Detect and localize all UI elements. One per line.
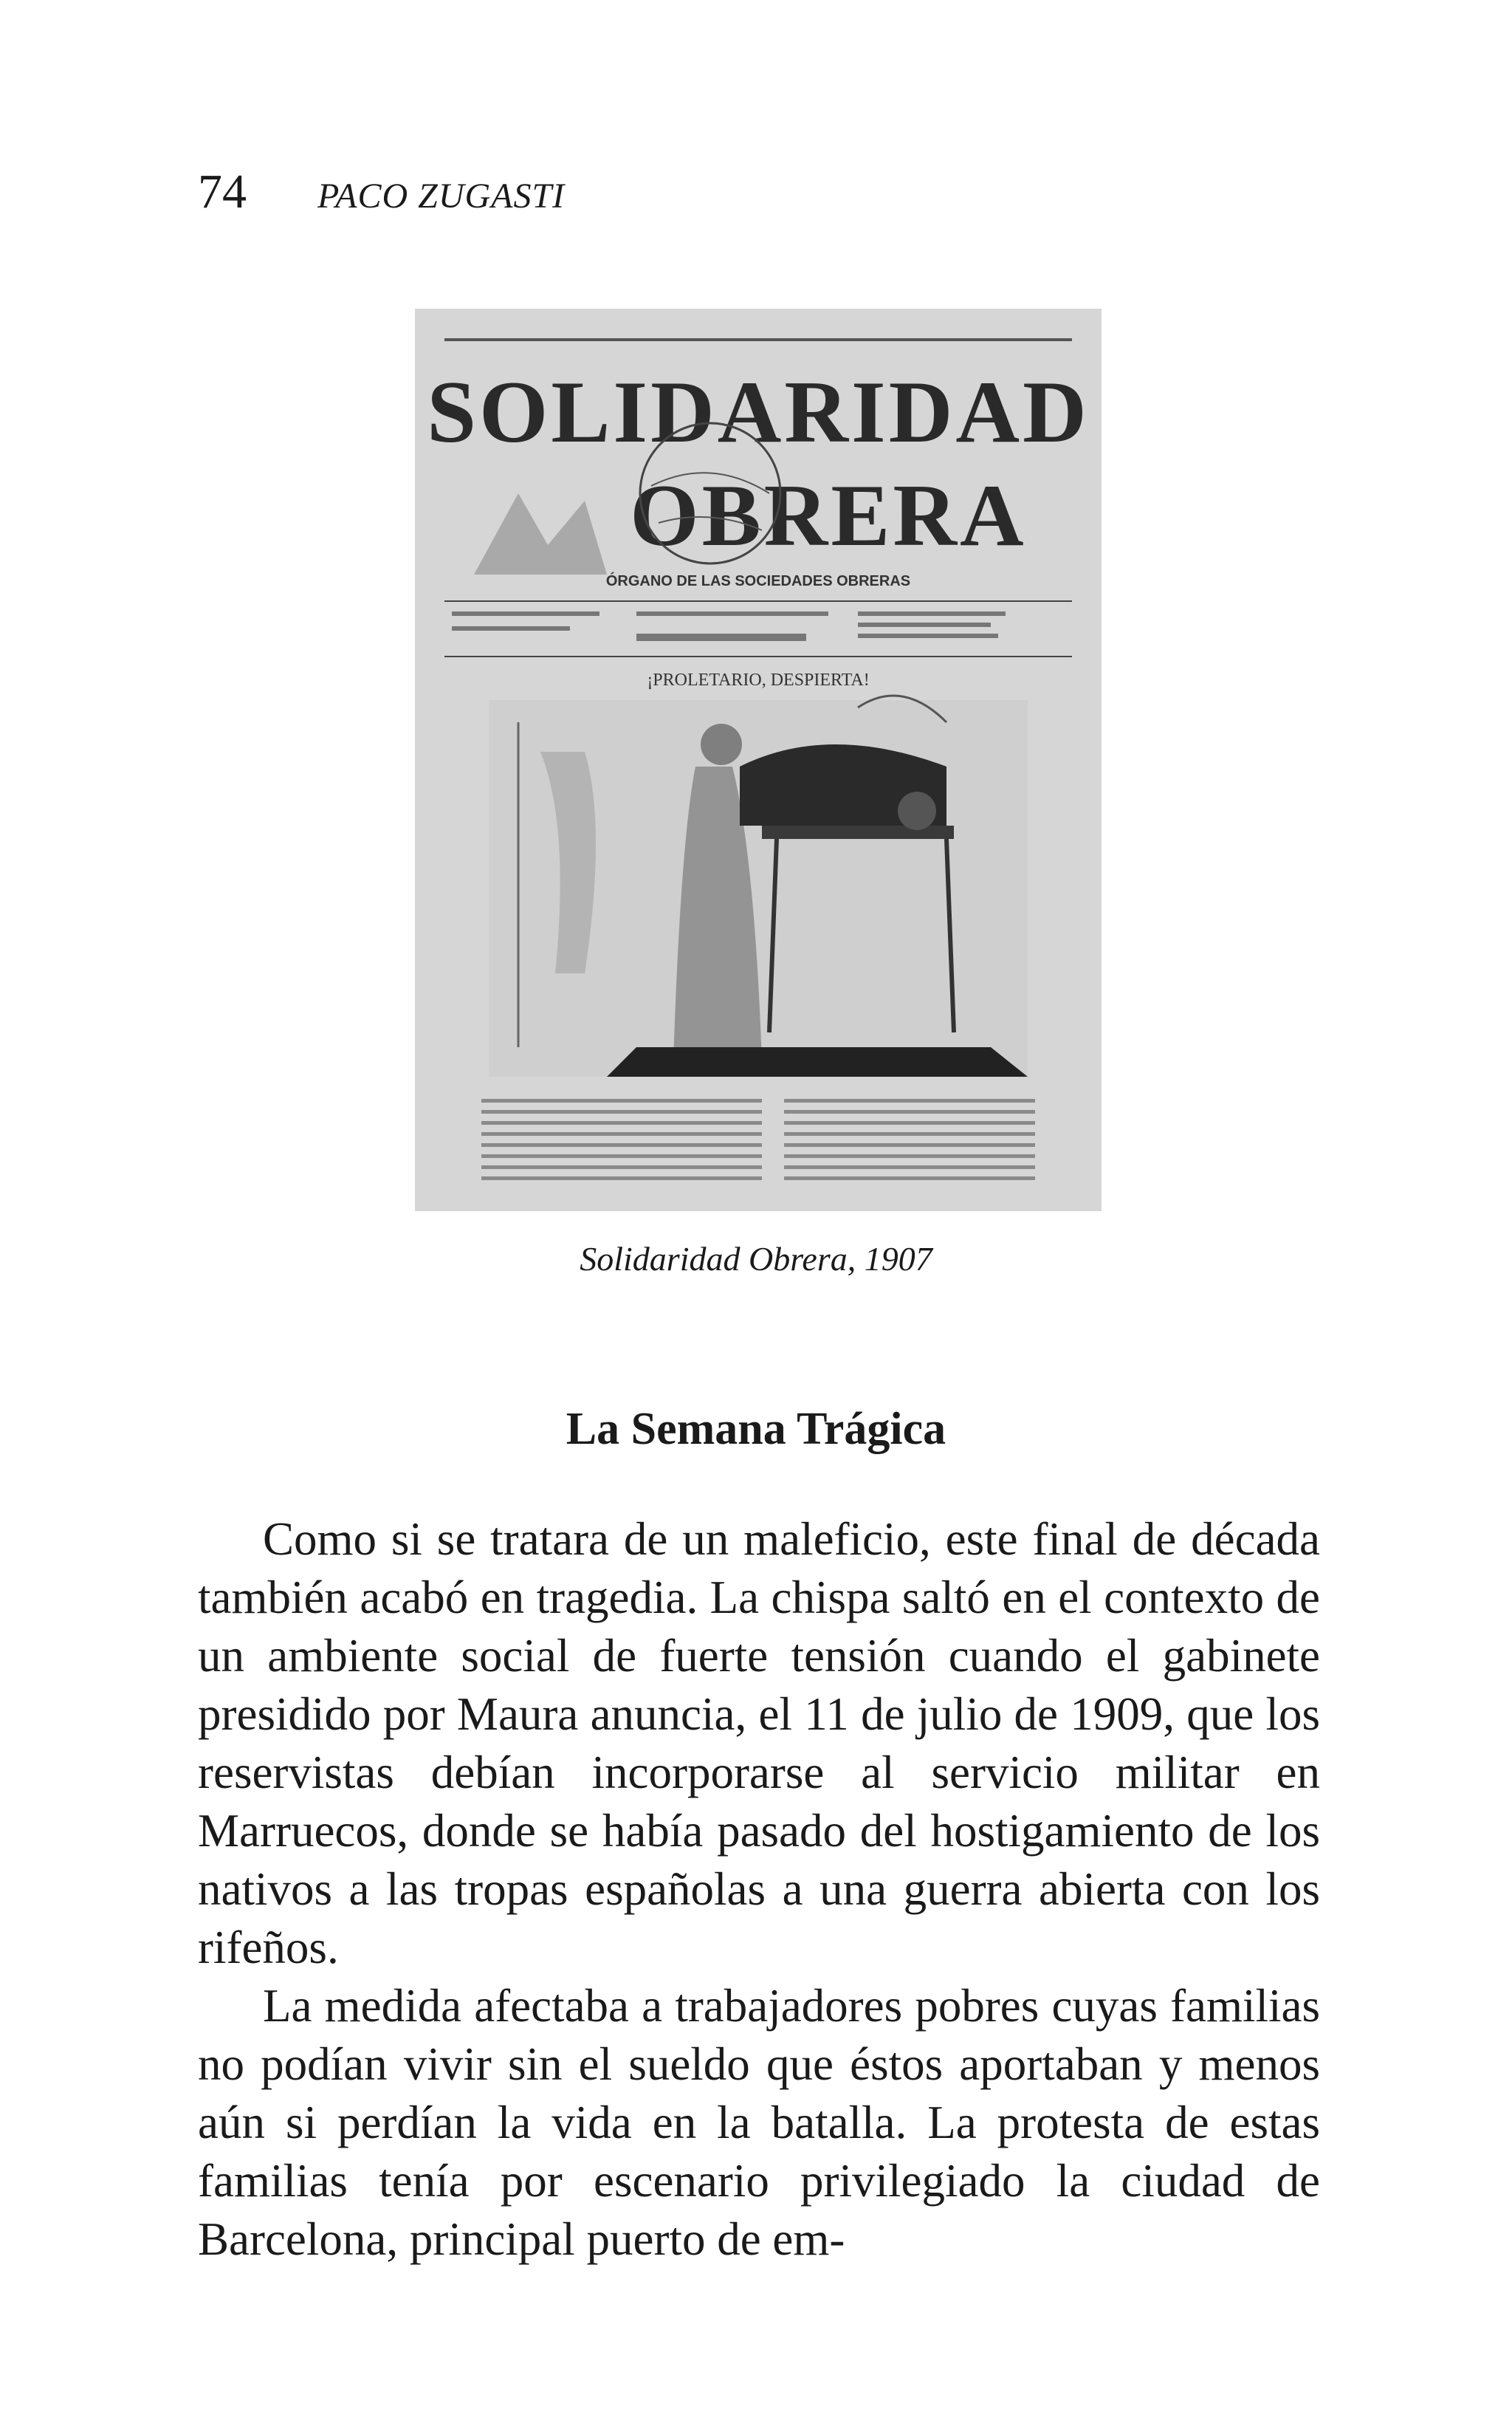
paragraph: Como si se tratara de un maleficio, este final de década también acabó en tragedia. La chispa saltó en el contexto de un ambiente social de fuerte tensión cuando el gabinete presidido por Maura anuncia, el 11 de julio de 1909, que los reservistas debían incorporarse al servicio militar en Marruecos, donde se había pasado del hostigamiento de los nativos a las tropas españolas a una guerra abierta con los rifeños. xyxy=(198,1513,1320,1973)
running-head-author: PACO ZUGASTI xyxy=(317,177,566,216)
masthead-title-top: SOLIDARIDAD xyxy=(427,363,1090,461)
page-number: 74 xyxy=(198,165,247,219)
newspaper-slogan: ¡PROLETARIO, DESPIERTA! xyxy=(647,671,870,690)
paragraph: La medida afectaba a trabajadores pobres cuyas familias no podían vivir sin el sueldo que éstos aportaban y menos aún si perdían la vida en la batalla. La protesta de estas familias tenía por escenario privilegiado la ciudad de Barcelona, principal puerto de em- xyxy=(198,1980,1320,2265)
newspaper-illustration xyxy=(415,309,1102,1211)
masthead-subheading: ÓRGANO DE LAS SOCIEDADES OBRERAS xyxy=(605,573,911,589)
section-title: La Semana Trágica xyxy=(566,1404,946,1454)
figure-caption: Solidaridad Obrera, 1907 xyxy=(580,1240,932,1278)
newspaper-front-page-image xyxy=(415,309,1102,1211)
masthead-title-bottom: OBRERA xyxy=(630,466,1027,564)
running-head xyxy=(198,164,565,220)
body-text xyxy=(198,1510,1320,2269)
